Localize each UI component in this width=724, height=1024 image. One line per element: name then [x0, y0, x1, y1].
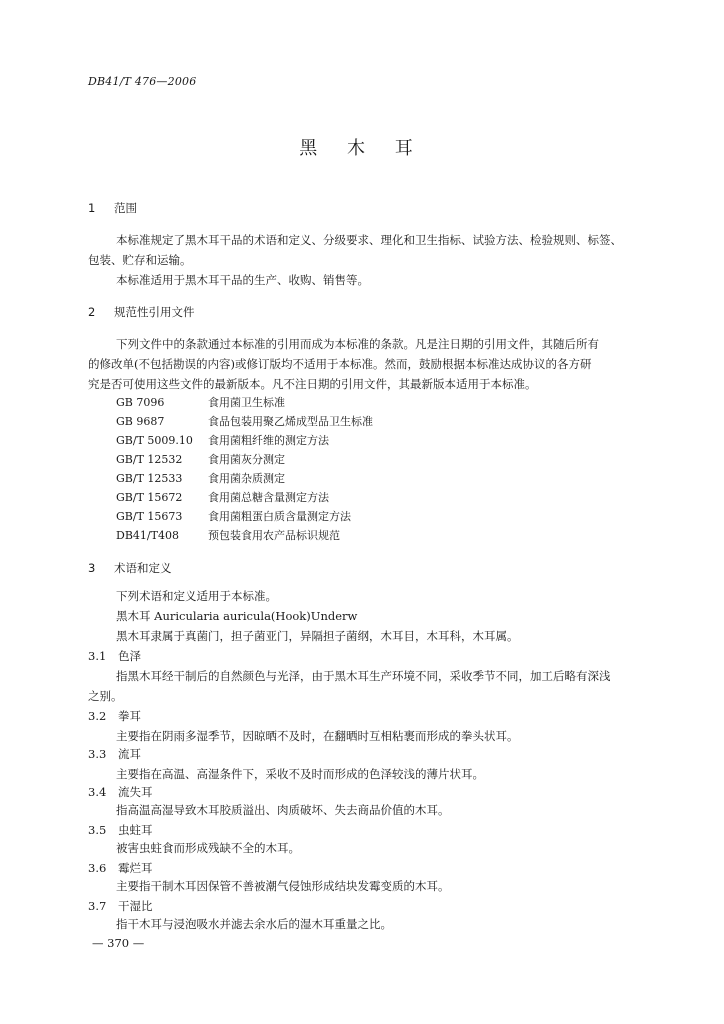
term-number: 3.1 — [88, 649, 107, 663]
paragraph-line: 下列术语和定义适用于本标准。 — [116, 589, 277, 603]
reference-name: 食用菌灰分测定 — [208, 453, 285, 466]
reference-row — [116, 508, 351, 524]
term-heading — [88, 822, 153, 838]
paragraph-line: 黑木耳隶属于真菌门，担子菌亚门，异隔担子菌纲，木耳目，木耳科，木耳属。 — [116, 629, 519, 643]
reference-code: GB/T 15673 — [116, 510, 183, 523]
reference-code: GB/T 12533 — [116, 472, 183, 485]
paragraph-line: 本标准规定了黑木耳干品的术语和定义、分级要求、理化和卫生指标、试验方法、检验规则、标签、 — [116, 233, 622, 247]
section-number: 2 — [88, 305, 96, 319]
reference-name: 食用菌卫生标准 — [208, 396, 285, 409]
reference-code: GB/T 5009.10 — [116, 434, 193, 447]
reference-row — [116, 489, 329, 505]
reference-row — [116, 432, 329, 448]
section-number: 1 — [88, 201, 96, 215]
paragraph-line: 包装、贮存和运输。 — [88, 253, 192, 267]
reference-code: GB 9687 — [116, 415, 165, 428]
term-number: 3.6 — [88, 861, 107, 875]
section-title: 术语和定义 — [114, 561, 172, 575]
reference-name: 预包装食用农产品标识规范 — [208, 529, 340, 542]
term-definition: 指干木耳与浸泡吸水并滤去余水后的湿木耳重量之比。 — [116, 917, 392, 931]
reference-row — [116, 527, 340, 543]
reference-code: DB41/T408 — [116, 529, 179, 542]
reference-name: 食用菌总糖含量测定方法 — [208, 491, 329, 504]
term-heading — [88, 746, 141, 762]
section-1-heading — [88, 200, 137, 216]
term-name: 色泽 — [118, 649, 141, 663]
reference-code: GB/T 12532 — [116, 453, 183, 466]
term-definition: 之别。 — [88, 689, 123, 703]
term-name: 流耳 — [118, 747, 141, 761]
term-definition: 主要指在阴雨多湿季节，因晾晒不及时，在翻晒时互相粘裹而形成的拳头状耳。 — [116, 729, 519, 743]
reference-row — [116, 394, 285, 410]
term-number: 3.4 — [88, 785, 107, 799]
term-definition: 指黑木耳经干制后的自然颜色与光泽，由于黑木耳生产环境不同，采收季节不同，加工后略有深浅 — [116, 669, 611, 683]
term-number: 3.5 — [88, 823, 107, 837]
term-definition: 被害虫蛀食而形成残缺不全的木耳。 — [116, 841, 300, 855]
term-name: 拳耳 — [118, 709, 141, 723]
section-title: 范围 — [114, 201, 137, 215]
term-number: 3.2 — [88, 709, 107, 723]
section-2-heading — [88, 304, 195, 320]
term-number: 3.7 — [88, 899, 107, 913]
reference-name: 食用菌杂质测定 — [208, 472, 285, 485]
paragraph-line: 究是否可使用这些文件的最新版本。凡不注日期的引用文件，其最新版本适用于本标准。 — [88, 377, 537, 391]
term-definition: 指高温高湿导致木耳胶质溢出、肉质破坏、失去商品价值的木耳。 — [116, 803, 450, 817]
paragraph-line: 的修改单(不包括勘误的内容)或修订版均不适用于本标准。然而，鼓励根据本标准达成协议的各方研 — [88, 357, 592, 371]
term-heading — [88, 898, 153, 914]
reference-row — [116, 470, 285, 486]
term-name: 霉烂耳 — [118, 861, 153, 875]
reference-name: 食用菌粗纤维的测定方法 — [208, 434, 329, 447]
reference-name: 食品包装用聚乙烯成型品卫生标准 — [208, 415, 373, 428]
term-heading — [88, 648, 141, 664]
paragraph-line: 本标准适用于黑木耳干品的生产、收购、销售等。 — [116, 273, 369, 287]
term-definition: 主要指干制木耳因保管不善被潮气侵蚀形成结块发霉变质的木耳。 — [116, 879, 450, 893]
term-definition: 主要指在高温、高湿条件下，采收不及时而形成的色泽较浅的薄片状耳。 — [116, 767, 484, 781]
section-number: 3 — [88, 561, 96, 575]
reference-row — [116, 413, 373, 429]
reference-code: GB/T 15672 — [116, 491, 183, 504]
term-heading — [88, 784, 153, 800]
page-number: — 370 — — [92, 936, 145, 950]
term-number: 3.3 — [88, 747, 107, 761]
term-name: 干湿比 — [118, 899, 153, 913]
reference-code: GB 7096 — [116, 396, 165, 409]
term-heading — [88, 860, 153, 876]
section-title: 规范性引用文件 — [114, 305, 195, 319]
reference-name: 食用菌粗蛋白质含量测定方法 — [208, 510, 351, 523]
term-name: 虫蛀耳 — [118, 823, 153, 837]
paragraph-line: 下列文件中的条款通过本标准的引用而成为本标准的条款。凡是注日期的引用文件，其随后所有 — [116, 337, 599, 351]
reference-row — [116, 451, 285, 467]
standard-code: DB41/T 476—2006 — [88, 75, 197, 88]
page-title: 黑 木 耳 — [299, 138, 425, 159]
section-3-heading — [88, 560, 172, 576]
term-name: 流失耳 — [118, 785, 153, 799]
term-heading — [88, 708, 141, 724]
latin-name-line: 黑木耳 Auricularia auricula(Hook)Underw — [116, 609, 358, 623]
